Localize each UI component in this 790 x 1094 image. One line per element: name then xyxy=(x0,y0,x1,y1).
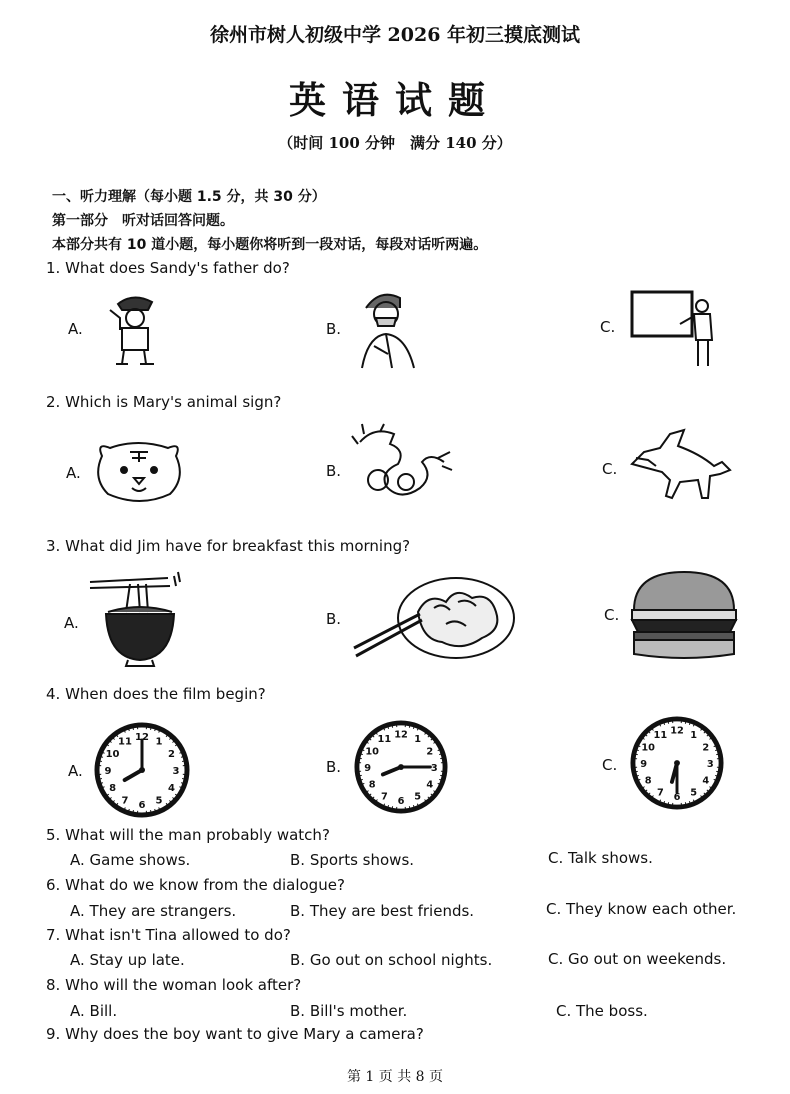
option-b: B. Bill's mother. xyxy=(290,1002,408,1020)
svg-text:4: 4 xyxy=(702,775,710,787)
svg-text:11: 11 xyxy=(653,730,668,742)
svg-text:5: 5 xyxy=(690,787,698,799)
part-title: 第一部分 听对话回答问题。 xyxy=(52,213,234,229)
noodles-icon xyxy=(90,572,190,668)
option-letter: A. xyxy=(64,614,79,632)
question-6: 6. What do we know from the dialogue? xyxy=(46,876,345,894)
clock-icon xyxy=(630,716,724,810)
option-c: C. Go out on weekends. xyxy=(548,950,727,968)
option-letter: B. xyxy=(326,758,342,776)
option-letter: C. xyxy=(604,606,620,624)
option-letter: A. xyxy=(66,464,81,482)
svg-text:9: 9 xyxy=(104,766,112,777)
svg-text:9: 9 xyxy=(364,762,372,774)
option-a: A. Stay up late. xyxy=(70,951,185,969)
svg-text:3: 3 xyxy=(430,762,438,774)
option-letter: B. xyxy=(326,610,342,628)
option-b: B. Go out on school nights. xyxy=(290,951,493,969)
svg-text:4: 4 xyxy=(426,779,434,791)
doctor-icon xyxy=(348,284,428,368)
question-8: 8. Who will the woman look after? xyxy=(46,976,302,994)
clock-icon xyxy=(94,722,190,818)
tiger-icon xyxy=(92,442,186,504)
clock-icon xyxy=(354,720,448,814)
svg-text:7: 7 xyxy=(121,795,129,807)
question-9: 9. Why does the boy want to give Mary a camera? xyxy=(46,1025,424,1043)
option-c: C. They know each other. xyxy=(546,900,737,918)
option-letter: C. xyxy=(602,756,618,774)
question-1: 1. What does Sandy's father do? xyxy=(46,259,290,277)
hamburger-icon xyxy=(630,570,738,662)
option-b: B. They are best friends. xyxy=(290,902,475,920)
question-2: 2. Which is Mary's animal sign? xyxy=(46,393,282,411)
svg-text:7: 7 xyxy=(656,787,664,799)
question-5: 5. What will the man probably watch? xyxy=(46,826,330,844)
teacher-icon xyxy=(630,290,722,368)
svg-text:11: 11 xyxy=(377,734,392,746)
svg-text:1: 1 xyxy=(690,730,698,742)
time-score-note: （时间 100 分钟 满分 140 分） xyxy=(278,134,512,152)
option-letter: C. xyxy=(600,318,616,336)
svg-text:4: 4 xyxy=(167,783,175,794)
svg-text:12: 12 xyxy=(670,725,684,737)
svg-text:8: 8 xyxy=(109,783,117,794)
option-a: A. Bill. xyxy=(70,1002,118,1020)
svg-text:2: 2 xyxy=(702,742,710,754)
question-4: 4. When does the film begin? xyxy=(46,685,266,703)
police-officer-icon xyxy=(88,290,178,368)
svg-text:6: 6 xyxy=(397,796,405,808)
exam-header: 徐州市树人初级中学 2026 年初三摸底测试 xyxy=(209,24,581,46)
svg-text:9: 9 xyxy=(640,758,648,770)
svg-text:1: 1 xyxy=(155,736,163,748)
svg-text:3: 3 xyxy=(706,758,714,770)
option-a: A. Game shows. xyxy=(70,851,191,869)
svg-text:10: 10 xyxy=(365,746,379,758)
option-c: C. The boss. xyxy=(556,1002,648,1020)
option-letter: B. xyxy=(326,320,342,338)
svg-text:2: 2 xyxy=(426,746,434,758)
question-3: 3. What did Jim have for breakfast this morning? xyxy=(46,537,411,555)
svg-text:10: 10 xyxy=(641,742,655,754)
section-title: 一、听力理解（每小题 1.5 分，共 30 分） xyxy=(52,189,326,205)
svg-text:3: 3 xyxy=(172,766,180,777)
page-title: 英语试题 xyxy=(289,78,501,122)
svg-text:6: 6 xyxy=(138,800,146,811)
svg-text:10: 10 xyxy=(105,749,120,760)
option-letter: A. xyxy=(68,320,83,338)
svg-text:2: 2 xyxy=(167,749,175,760)
svg-text:7: 7 xyxy=(380,791,388,803)
svg-text:1: 1 xyxy=(414,734,422,746)
svg-text:8: 8 xyxy=(368,779,376,791)
option-a: A. They are strangers. xyxy=(70,902,237,920)
horse-icon xyxy=(626,428,732,510)
option-b: B. Sports shows. xyxy=(290,851,415,869)
svg-text:6: 6 xyxy=(673,792,681,804)
svg-text:12: 12 xyxy=(135,732,149,743)
option-c: C. Talk shows. xyxy=(548,849,653,867)
option-letter: B. xyxy=(326,462,342,480)
svg-text:5: 5 xyxy=(155,795,163,807)
option-letter: A. xyxy=(68,762,83,780)
dumplings-icon xyxy=(352,572,516,664)
question-7: 7. What isn't Tina allowed to do? xyxy=(46,926,291,944)
svg-text:5: 5 xyxy=(414,791,422,803)
svg-text:8: 8 xyxy=(644,775,652,787)
option-letter: C. xyxy=(602,460,618,478)
page-number: 第 1 页 共 8 页 xyxy=(346,1069,444,1085)
svg-text:12: 12 xyxy=(394,729,408,741)
section-instruction: 本部分共有 10 道小题，每小题你将听到一段对话，每段对话听两遍。 xyxy=(52,237,488,253)
dragon-icon xyxy=(350,422,454,510)
svg-text:11: 11 xyxy=(118,736,132,748)
